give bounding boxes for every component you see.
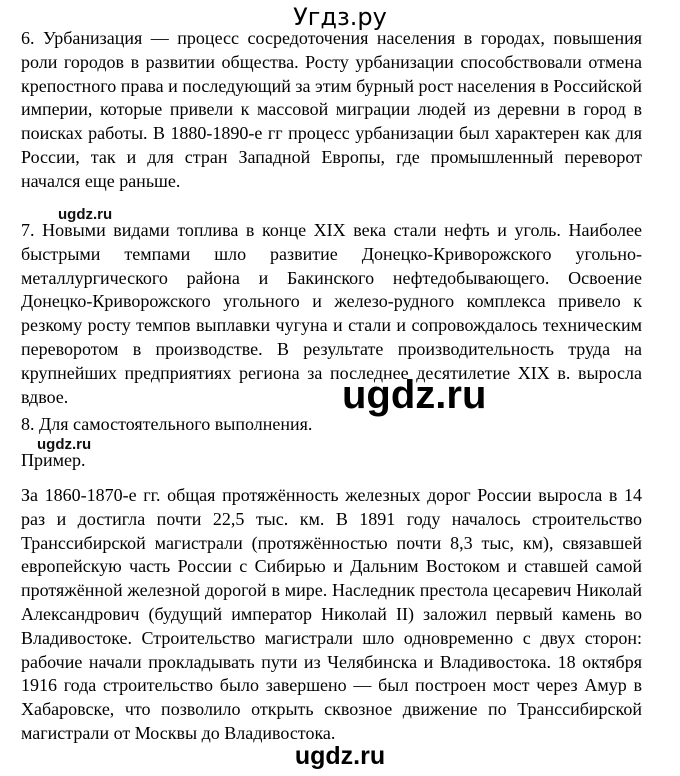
answer-8-paragraph: 8. Для самостоятельного выполнения. <box>21 414 313 434</box>
watermark-small-1: ugdz.ru <box>58 206 113 223</box>
watermark-footer: ugdz.ru <box>294 742 386 770</box>
example-label: Пример. <box>21 450 86 470</box>
answer-7-paragraph: 7. Новыми видами топлива в конце XIX века стали нефть и уголь. Наиболее быстрыми темпами шло развитие Донецко-Криворожского угольно-металлургического района и Бакинского нефтедобывающего. Освоение Донецко-Криворожского угольного и железо-рудного комплекса привело к резкому росту темпов выплавки чугуна и стали и сопровождалось техническим переворотом в производстве. В результате производительность труда на крупнейших предприятиях региона за последнее десятилетие XIX в. выросла вдвое. <box>21 220 642 407</box>
answer-6-paragraph: 6. Урбанизация — процесс сосредоточения населения в городах, повышения роли городов в развитии общества. Росту урбанизации способствовали отмена крепостного права и последующий за этим бурный рост населения в Российской империи, которые привели к массовой миграции людей из деревни в город в поисках работы. В 1880-1890-е гг процесс урбанизации был характерен как для России, так и для стран Западной Европы, где промышленный переворот начался еще раньше. <box>21 28 642 191</box>
watermark-small-2: ugdz.ru <box>37 436 92 453</box>
watermark-center: ugdz.ru <box>342 373 487 417</box>
example-paragraph: За 1860-1870-е гг. общая протяжённость железных дорог России выросла в 14 раз и достигла почти 22,5 тыс. км. В 1891 году началось строительство Транссибирской магистрали (протяжённостью почти 8,3 тыс, км), связавшей европейскую часть России с Сибирью и Дальним Востоком и ставшей самой протяжённой железной дорогой в мире. Наследник престола цесаревич Николай Александрович (будущий император Николай II) заложил первый камень во Владивостоке. Строительство магистрали шло одновременно с двух сторон: рабочие начали прокладывать пути из Челябинска и Владивостока. 18 октября 1916 года строительство было завершено — был построен мост через Амур в Хабаровске, что позволило открыть сквозное движение по Транссибирской магистрали от Москвы до Владивостока. <box>21 485 642 743</box>
site-title: Угдз.ру <box>293 3 387 31</box>
